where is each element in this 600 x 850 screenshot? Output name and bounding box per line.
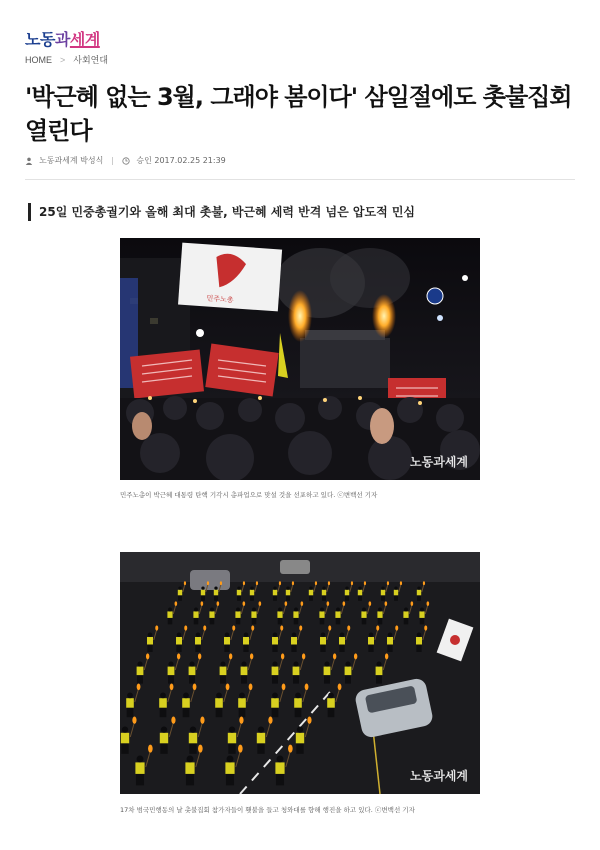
meta-divider	[112, 157, 113, 165]
photo-caption: 17차 범국민행동의 날 촛불집회 참가자들이 횃불을 들고 청와대를 향해 행진을 하고 있다. ⓒ변백선 기자	[120, 806, 415, 814]
site-logo[interactable]	[25, 30, 100, 48]
header-divider	[25, 179, 575, 180]
photo-caption: 민주노총이 박근혜 대통령 탄핵 기각시 총파업으로 맞설 것을 선포하고 있다. ⓒ변백선 기자	[120, 491, 378, 499]
logo-text-part2: 과	[54, 30, 70, 49]
photo-watermark: 노동과세계	[410, 455, 468, 469]
breadcrumb-home[interactable]: HOME	[25, 54, 52, 65]
article-photo-rally	[120, 238, 480, 480]
breadcrumb-section[interactable]: 사회연대	[73, 55, 109, 65]
article-photo-torch-march	[120, 552, 480, 794]
logo-text-part1: 노동	[25, 30, 55, 49]
article-subtitle: 25일 민중총궐기와 올해 최대 촛불, 박근혜 세력 반격 넘은 압도적 민심	[28, 203, 415, 221]
clock-icon	[122, 157, 130, 165]
breadcrumb	[25, 53, 108, 66]
logo-text-part3: 세계	[69, 30, 100, 49]
breadcrumb-separator: >	[60, 54, 66, 65]
torch-march-scene	[120, 552, 480, 794]
approved-date: 승인 2017.02.25 21:39	[136, 156, 226, 165]
person-icon	[25, 157, 33, 165]
photo-watermark: 노동과세계	[410, 769, 468, 783]
rally-scene	[120, 238, 480, 480]
author-name: 노동과세계 박성식	[39, 156, 104, 165]
article-title: '박근혜 없는 3월, 그래야 봄이다' 삼일절에도 촛불집회 열린다	[25, 83, 572, 145]
article-meta	[25, 155, 226, 166]
flag-text: 민주노총	[206, 294, 234, 305]
